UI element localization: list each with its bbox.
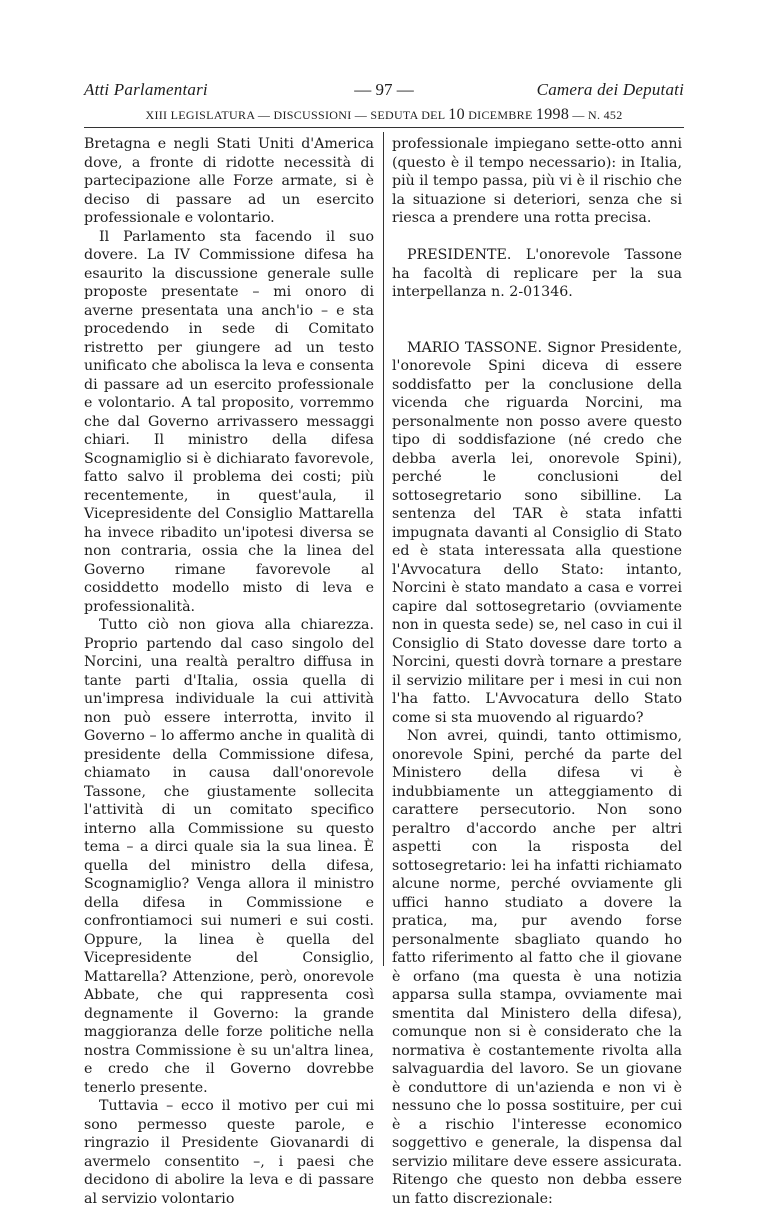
right-column bbox=[392, 135, 682, 1208]
paragraph: Il Parlamento sta facendo il suo dovere. La IV Commissione difesa ha esaurito la discussione generale sulle proposte presentate – mi onoro di averne presentata una anch'io – e sta procedendo in sede di Comitato ristretto per giungere ad un testo unificato che abolisca la leva e consenta di passare ad un esercito professionale e volontario. A tal proposito, vorremmo che dal Governo arrivassero messaggi chiari. Il ministro della difesa Scognamiglio si è dichiarato favorevole, fatto salvo il problema dei costi; più recentemente, in quest'aula, il Vicepresidente del Consiglio Mattarella ha invece ribadito un'ipotesi diversa se non contraria, ossia che la linea del Governo rimane favorevole al cosiddetto modello misto di leva e professionalità. bbox=[84, 228, 374, 615]
session-month: DICEMBRE bbox=[464, 108, 536, 122]
header-source: Atti Parlamentari bbox=[84, 80, 208, 99]
speaker-paragraph: PRESIDENTE. L'onorevole Tassone ha facoltà di replicare per la sua interpellanza n. 2-01346. bbox=[392, 247, 682, 300]
paragraph: Non avrei, quindi, tanto ottimismo, onorevole Spini, perché da parte del Ministero della difesa vi è indubbiamente un atteggiamento di carattere persecutorio. Non sono peraltro d'accordo anche per altri aspetti con la risposta del sottosegretario: lei ha infatti richiamato alcune norme, perché ovviamente gli uffici hanno studiato a dovere la pratica, ma, pur avendo forse personalmente sbagliato quando ho fatto riferimento al fatto che il giovane è orfano (ma questa è una notizia apparsa sulla stampa, ovviamente mai smentita dal Ministero della difesa), comunque non si è considerato che la normativa è costantemente rivolta alla salvaguardia del lavoro. Se un giovane è conduttore di un'azienda e non vi è nessuno che lo possa sostituire, per cui è a rischio l'interesse economico soggettivo e generale, la dispensa dal servizio militare deve essere assicurata. Ritengo che questo non debba essere un fatto discrezionale: bbox=[392, 728, 682, 1207]
session-line bbox=[0, 106, 768, 124]
session-day: 10 bbox=[448, 106, 465, 123]
session-number: — N. 452 bbox=[569, 108, 623, 122]
speaker-paragraph: MARIO TASSONE. Signor Presidente, l'onorevole Spini diceva di essere soddisfatto per la conclusione della vicenda che riguarda Norcini, ma personalmente non posso avere questo tipo di soddisfazione (né credo che debba averla lei, onorevole Spini), perché le conclusioni del sottosegretario sono sibilline. La sentenza del TAR è stata infatti impugnata davanti al Consiglio di Stato ed è stata interessata alla questione l'Avvocatura dello Stato: intanto, Norcini è stato mandato a casa e vorrei capire dal sottosegretario (ovviamente non in questa sede) se, nel caso in cui il Consiglio di Stato dovesse dare torto a Norcini, questi dovrà tornare a prestare il servizio militare per i mesi in cui non l'ha fatto. L'Avvocatura dello Stato come si sta muovendo al riguardo? bbox=[392, 339, 682, 726]
paragraph: Tutto ciò non giova alla chiarezza. Proprio partendo dal caso singolo del Norcini, una realtà peraltro diffusa in tante parti d'Italia, ossia quella di un'impresa individuale la cui attività non può essere interrotta, invito il Governo – lo affermo anche in qualità di presidente della Commissione difesa, chiamato in causa dall'onorevole Tassone, che giustamente sollecita l'attività di un comitato specifico interno alla Commissione su questo tema – a dirci quale sia la sua linea. È quella del ministro della difesa, Scognamiglio? Venga allora il ministro della difesa in Commissione e confrontiamoci sui numeri e sui costi. Oppure, la linea è quella del Vicepresidente del Consiglio, Mattarella? Attenzione, però, onorevole Abbate, che qui rappresenta così degnamente il Governo: la grande maggioranza delle forze politiche nella nostra Commissione è su un'altra linea, e credo che il Governo dovrebbe tenerlo presente. bbox=[84, 617, 374, 1096]
paragraph: professionale impiegano sette-otto anni (questo è il tempo necessario): in Italia, più il tempo passa, più vi è il rischio che la situazione si deteriori, senza che si riesca a prendere una rotta precisa. bbox=[392, 136, 682, 226]
paragraph: Bretagna e negli Stati Uniti d'America dove, a fronte di ridotte necessità di partecipazione alle Forze armate, si è deciso di passare ad un esercito professionale e volontario. bbox=[84, 136, 374, 226]
column-divider bbox=[383, 132, 384, 966]
header-rule bbox=[84, 127, 684, 128]
session-year: 1998 bbox=[535, 106, 570, 123]
header-chamber: Camera dei Deputati bbox=[536, 80, 684, 99]
page-number: — 97 — bbox=[354, 80, 414, 99]
left-column bbox=[84, 135, 374, 1208]
paragraph: Tuttavia – ecco il motivo per cui mi sono permesso queste parole, e ringrazio il Presidente Giovanardi di avermelo consentito –, i paesi che decidono di abolire la leva e di passare al servizio volontario bbox=[84, 1098, 374, 1207]
session-legislature: XIII LEGISLATURA — DISCUSSIONI — SEDUTA DEL bbox=[145, 108, 449, 122]
